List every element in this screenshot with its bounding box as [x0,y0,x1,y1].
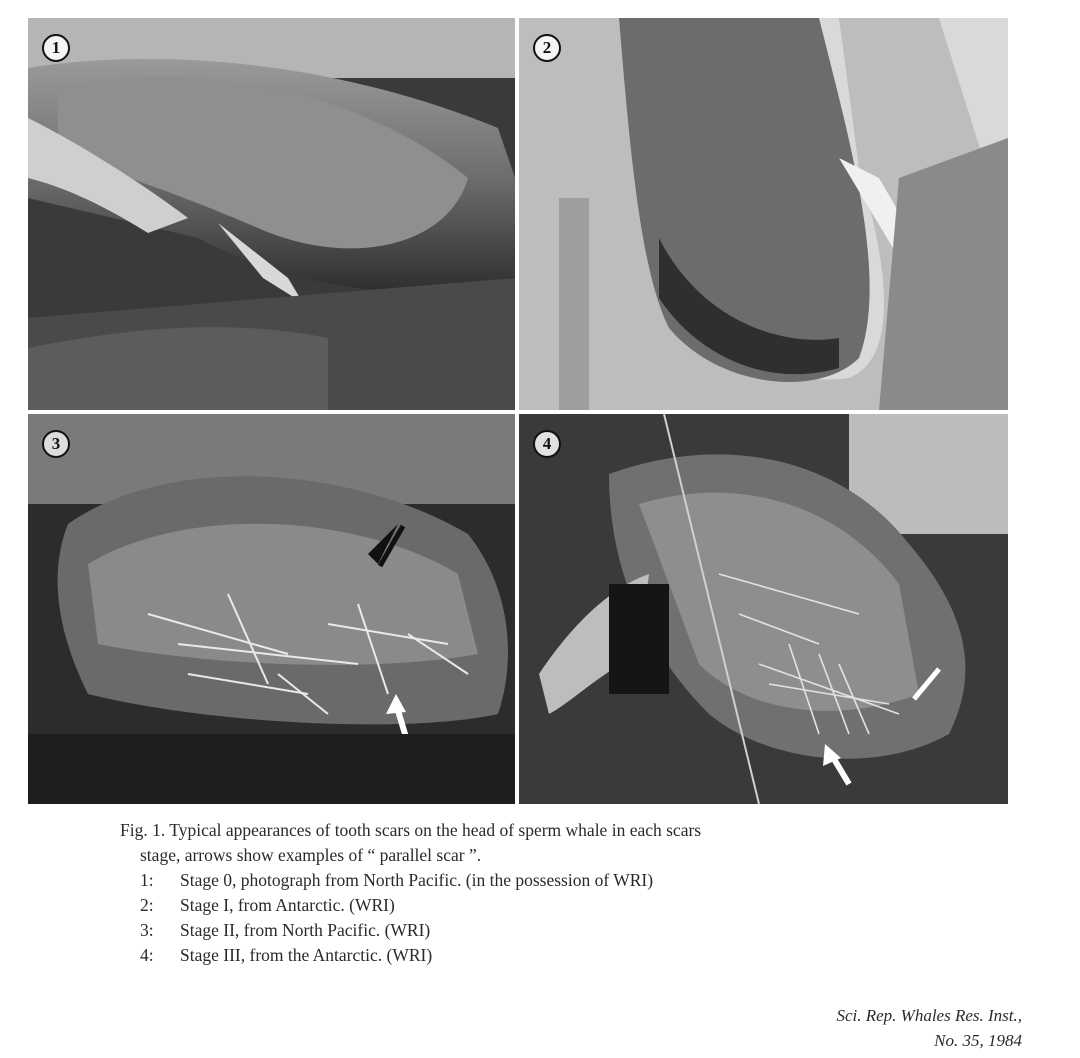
caption-item-4 [120,943,1000,968]
panel-number-3: 3 [42,430,70,458]
caption-item-3 [120,918,1000,943]
caption-item-text: Stage II, from North Pacific. (WRI) [180,920,431,940]
figure-grid [28,18,1008,804]
figure-caption [120,818,1000,968]
panel-number-1: 1 [42,34,70,62]
caption-continuation: stage, arrows show examples of “ parallel scar ”. [140,845,482,865]
caption-item-number: 1: [140,870,154,890]
photo-panel-4 [519,414,1008,804]
photo-panel-3 [28,414,515,804]
caption-item-1 [120,868,1000,893]
caption-lead: Fig. 1. Typical appearances of tooth scars on the head of sperm whale in each scars [120,820,702,840]
caption-item-text: Stage I, from Antarctic. (WRI) [180,895,395,915]
whale-photo-3 [28,414,515,804]
journal-name: Sci. Rep. Whales Res. Inst., [836,1006,1022,1025]
caption-item-number: 2: [140,895,154,915]
caption-item-text: Stage 0, photograph from North Pacific. (in the possession of WRI) [180,870,654,890]
caption-item-number: 3: [140,920,154,940]
whale-photo-2 [519,18,1008,410]
caption-item-number: 4: [140,945,154,965]
journal-issue: No. 35, 1984 [934,1031,1022,1050]
photo-panel-2 [519,18,1008,410]
caption-item-2 [120,893,1000,918]
photo-panel-1 [28,18,515,410]
panel-number-2: 2 [533,34,561,62]
panel-number-4: 4 [533,430,561,458]
whale-photo-1 [28,18,515,410]
whale-photo-4 [519,414,1008,804]
caption-item-text: Stage III, from the Antarctic. (WRI) [180,945,433,965]
journal-citation [836,1003,1022,1053]
